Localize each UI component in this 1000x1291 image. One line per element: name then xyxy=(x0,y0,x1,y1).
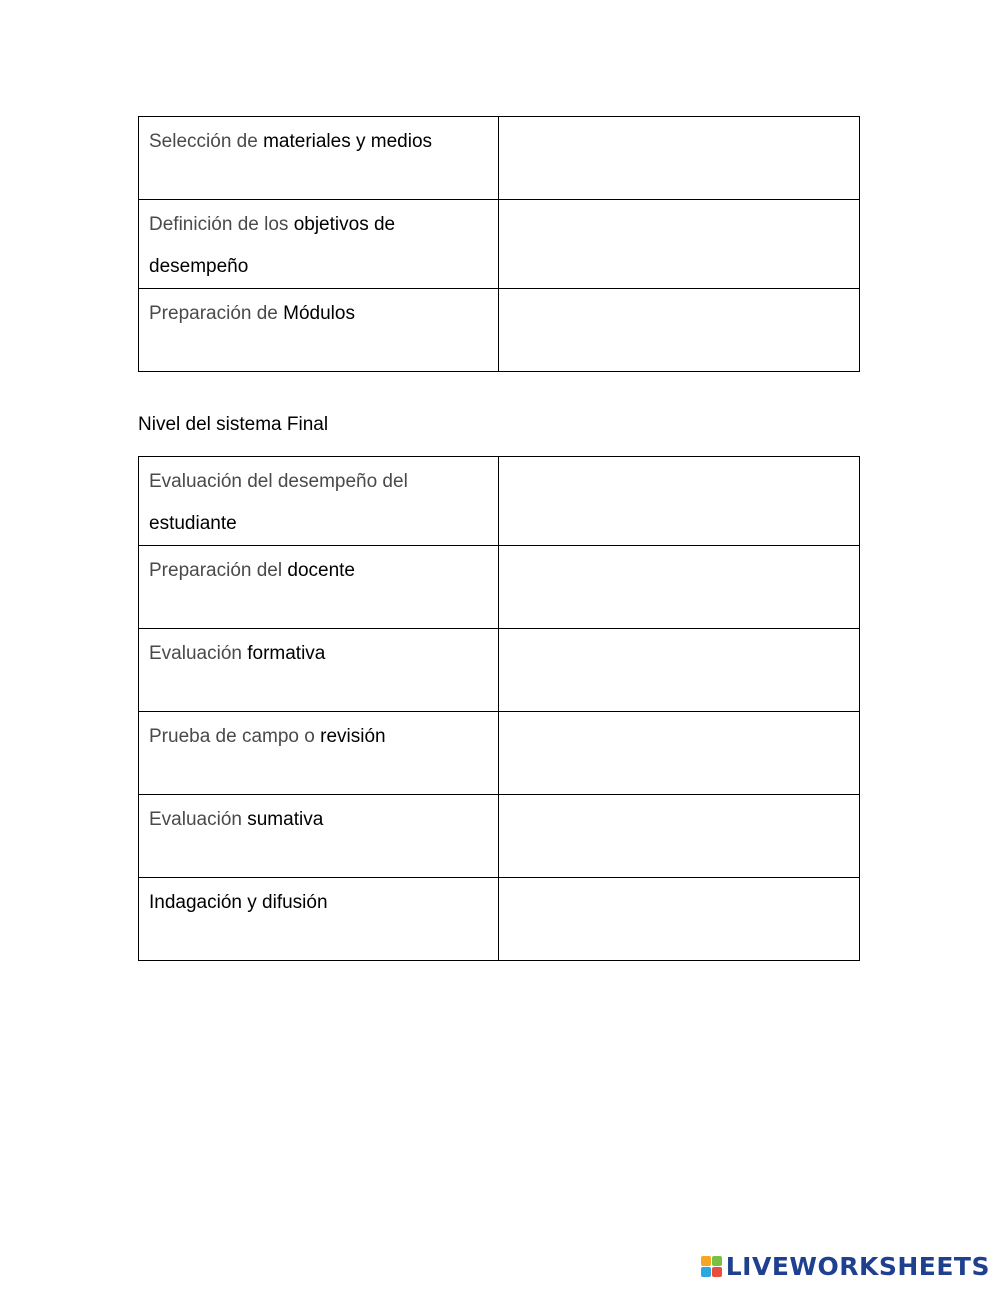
table-row xyxy=(139,546,860,629)
row-label: Definición de los objetivos de desempeño xyxy=(139,200,499,289)
row-label: Evaluación sumativa xyxy=(139,795,499,878)
logo-tile xyxy=(701,1256,711,1266)
answer-cell[interactable] xyxy=(499,200,860,289)
row-label: Prueba de campo o revisión xyxy=(139,712,499,795)
row-label: Evaluación formativa xyxy=(139,629,499,712)
logo-tile xyxy=(712,1267,722,1277)
liveworksheets-logo-icon xyxy=(701,1256,722,1277)
brand-name: LIVEWORKSHEETS xyxy=(725,1252,990,1281)
brand-footer xyxy=(701,1252,990,1281)
table-row xyxy=(139,289,860,372)
section-heading: Nivel del sistema Final xyxy=(138,414,329,435)
row-label: Evaluación del desempeño del estudiante xyxy=(139,457,499,546)
answer-cell[interactable] xyxy=(499,795,860,878)
table-row xyxy=(139,457,860,546)
table-row xyxy=(139,712,860,795)
row-label: Preparación de Módulos xyxy=(139,289,499,372)
concepts-table-2 xyxy=(138,456,860,961)
answer-cell[interactable] xyxy=(499,878,860,961)
row-label: Preparación del docente xyxy=(139,546,499,629)
table-row xyxy=(139,629,860,712)
answer-cell[interactable] xyxy=(499,289,860,372)
answer-cell[interactable] xyxy=(499,712,860,795)
answer-cell[interactable] xyxy=(499,546,860,629)
row-label: Selección de materiales y medios xyxy=(139,117,499,200)
table-row xyxy=(139,200,860,289)
table-row xyxy=(139,795,860,878)
table-row xyxy=(139,878,860,961)
row-label: Indagación y difusión xyxy=(139,878,499,961)
answer-cell[interactable] xyxy=(499,629,860,712)
answer-cell[interactable] xyxy=(499,457,860,546)
table-row xyxy=(139,117,860,200)
logo-tile xyxy=(701,1267,711,1277)
concepts-table-1 xyxy=(138,116,860,372)
answer-cell[interactable] xyxy=(499,117,860,200)
logo-tile xyxy=(712,1256,722,1266)
